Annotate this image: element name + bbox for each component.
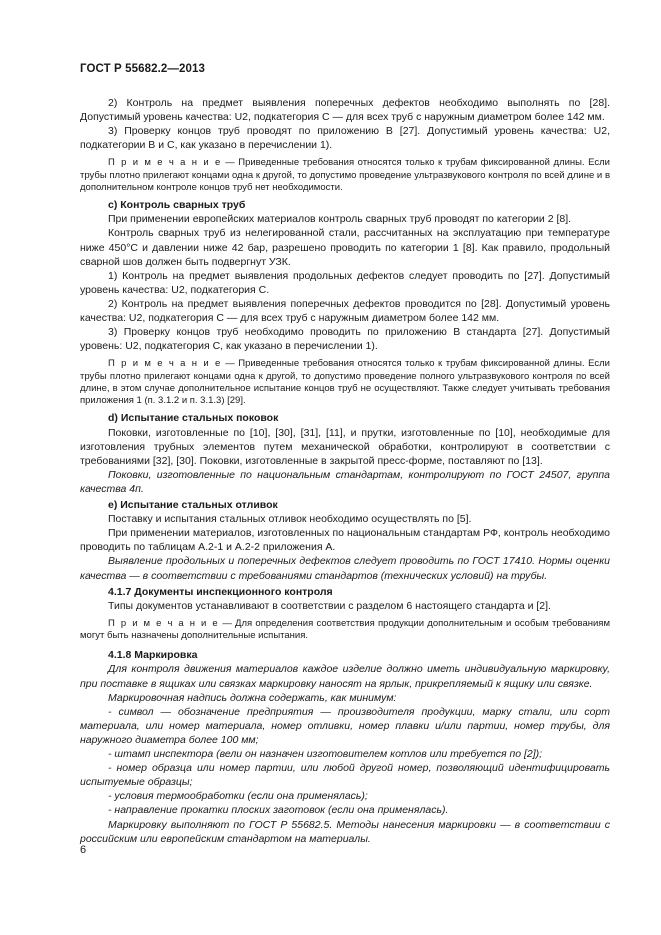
paragraph: 3) Проверку концов труб необходимо проводить по приложению В стандарта [27]. Допустимый уровень: U2, подкатегория С, как указано в перечислении 1). [80,326,610,353]
paragraph: Контроль сварных труб из нелегированной стали, рассчитанных на эксплуатацию при температуре ниже 450°С и давлении ниже 42 бар, разрешено проводить по категории 1 [8]. Как правило, продольный сварной шов должен быть подвергнут УЗК. [80,227,610,268]
marking-list [80,705,610,818]
paragraph: Поставку и испытания стальных отливок необходимо осуществлять по [5]. [108,513,472,526]
section-heading: с) Контроль сварных труб [108,199,246,212]
paragraph: Поковки, изготовленные по национальным стандартам, контролируют по ГОСТ 24507, группа качества 4п. [80,468,610,495]
paragraph: Типы документов устанавливают в соответствии с разделом 6 настоящего стандарта и [2]. [108,599,551,612]
list-item: - номер образца или номер партии, или любой другой номер, позволяющий идентифицировать испытуемые образцы; [80,762,610,789]
section-heading: 4.1.8 Маркировка [108,649,198,662]
paragraph: 2) Контроль на предмет выявления поперечных дефектов проводится по [28]. Допустимый уровень качества: U2, подкатегория С — для всех труб с наружным диаметром более 142 мм. [80,297,610,325]
note-text: — Приведенные требования относятся только к трубам фиксированной длины. Если трубы плотно прилегают концами одна к другой, то допустимо проведение полного ультразвукового контроля по всей длине, в этом случае дополнительное испытание концов труб не осуществляют. Также следует учитывать требования приложения 1 (п. 3.1.2 и п. 3.1.3) [29]. [80,358,610,407]
paragraph: 3) Проверку концов труб проводят по приложению В [27]. Допустимый уровень качества: U2, подкатегории В и С, как указано в перечислении 1). [80,125,610,152]
note-label: П р и м е ч а н и е [108,358,222,370]
note-label: П р и м е ч а н и е [108,157,222,169]
paragraph: Выявление продольных и поперечных дефектов следует проводить по ГОСТ 17410. Нормы оценки качества — в соответствии с требованиями стандартов (технических условий) на трубы. [80,555,610,582]
paragraph: 2) Контроль на предмет выявления поперечных дефектов необходимо выполнять по [28]. Допустимый уровень качества: U2, подкатегория С — для всех труб с наружным диаметром более 142 мм. [80,97,610,124]
section-heading: 4.1.7 Документы инспекционного контроля [108,585,333,598]
page-body [80,96,610,846]
note-text: — Приведенные требования относятся только к трубам фиксированной длины. Если трубы плотно прилегают концами одна к другой, то допустимо проведение ультразвукового контроля по всей длине и в дополнительном контроле концов труб нет необходимости. [80,157,610,193]
paragraph: Маркировку выполняют по ГОСТ Р 55682.5. Методы нанесения маркировки — в соответствии с российским или европейским стандартом на материалы. [80,818,610,845]
list-item: - штамп инспектора (вели он назначен изготовителем котлов или требуется по [2]); [108,748,543,761]
note-text: — Для определения соответствия продукции дополнительным и особым требованиям могут быть назначены дополнительные испытания. [80,617,610,642]
document-header: ГОСТ Р 55682.2—2013 [80,63,205,75]
section-heading: d) Испытание стальных поковок [108,412,279,425]
paragraph: Поковки, изготовленные по [10], [30], [31], [11], и прутки, изготовленные по [10], необходимые для изготовления трубных элементов путем механической обработки, контролируют в соответствии с требованиями [32], [30]. Поковки, изготовленные в закрытой пресс-форме, поставляют по [13]. [80,426,610,467]
note [80,358,610,407]
list-item: - направление прокатки плоских заготовок (если она применялась). [108,804,449,817]
paragraph: При применении материалов, изготовленных по национальным стандартам РФ, контроль необходимо проводить по таблицам А.2-1 и А.2-2 приложения А. [80,527,610,554]
paragraph: Маркировочная надпись должна содержать, как минимум: [108,691,397,704]
paragraph: Для контроля движения материалов каждое изделие должно иметь индивидуальную маркировку, при поставке в ящиках или связках маркировку наносят на ярлык, прикрепляемый к ящику или связке. [80,663,610,690]
paragraph: При применении европейских материалов контроль сварных труб проводят по категории 2 [8]. [108,213,572,226]
section-heading: е) Испытание стальных отливок [108,499,278,512]
list-item: - символ — обозначение предприятия — производителя продукции, марку стали, или сорт материала, или номер материала, номер отливки, номер плавки и/или партии, номер трубы, для наружного диаметра более 100 мм; [80,705,610,746]
note [80,157,610,194]
note [80,618,610,643]
page-number: 6 [80,844,87,856]
list-item: - условия термообработки (если она применялась); [108,790,368,803]
note-label: П р и м е ч а н и е [108,617,220,629]
paragraph: 1) Контроль на предмет выявления продольных дефектов следует проводить по [27]. Допустимый уровень качества: U2, подкатегория С. [80,269,610,296]
